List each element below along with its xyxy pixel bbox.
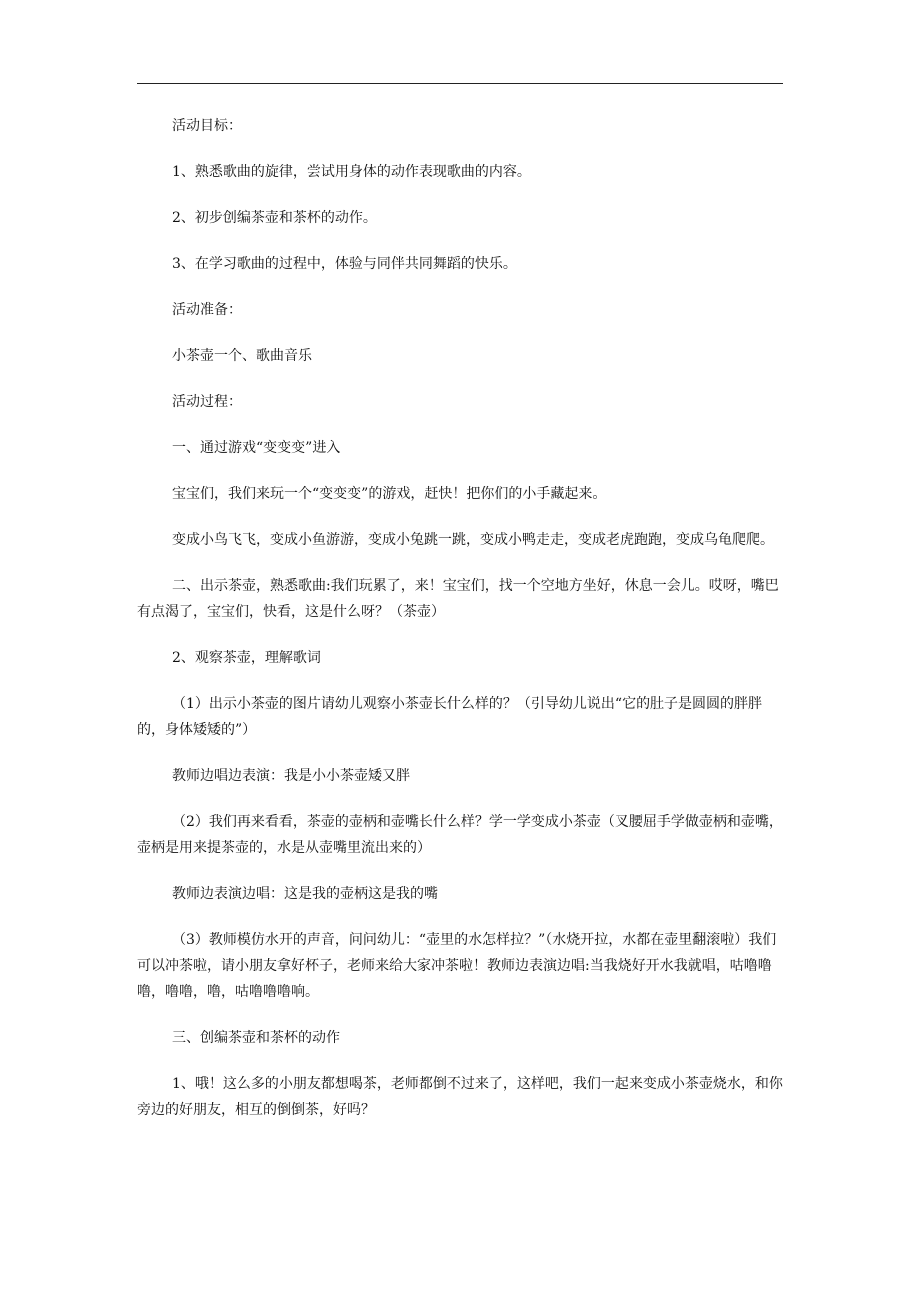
paragraph-process-heading: 活动过程： — [172, 394, 242, 410]
document-body — [137, 113, 783, 1143]
paragraph-goals-heading: 活动目标： — [172, 118, 242, 134]
paragraph-observe-teapot: 2、观察茶壶，理解歌词 — [172, 650, 321, 666]
paragraph-step-1: （1）出示小茶壶的图片请幼儿观察小茶壶长什么样的？（引导幼儿说出“它的肚子是圆圆的胖胖的，身体矮矮的”） — [137, 696, 763, 738]
paragraph-preparation-items: 小茶壶一个、歌曲音乐 — [172, 348, 312, 364]
paragraph-section-1-title: 一、通过游戏“变变变”进入 — [172, 440, 341, 456]
paragraph-section-3-title: 三、创编茶壶和茶杯的动作 — [172, 1030, 340, 1046]
paragraph-section-1-actions: 变成小鸟飞飞，变成小鱼游游，变成小兔跳一跳，变成小鸭走走，变成老虎跑跑，变成乌龟爬爬。 — [172, 532, 774, 548]
paragraph-teacher-sing-2: 教师边表演边唱：这是我的壶柄这是我的嘴 — [172, 886, 438, 902]
paragraph-section-2-title: 二、出示茶壶，熟悉歌曲:我们玩累了，来！宝宝们，找一个空地方坐好，休息一会儿。哎呀，嘴巴有点渴了，宝宝们，快看，这是什么呀？（茶壶） — [137, 578, 779, 620]
paragraph-section-1-intro: 宝宝们，我们来玩一个“变变变”的游戏，赶快！把你们的小手藏起来。 — [172, 486, 607, 502]
paragraph-step-3: （3）教师模仿水开的声音，问问幼儿：“壶里的水怎样拉？”（水烧开拉，水都在壶里翻滚啦）我们可以冲茶啦，请小朋友拿好杯子，老师来给大家冲茶啦！教师边表演边唱:当我烧好开水我就唱，咕噜噜噜，噜噜，噜，咕噜噜噜响。 — [137, 932, 777, 1000]
paragraph-goal-2: 2、初步创编茶壶和茶杯的动作。 — [172, 210, 377, 226]
paragraph-preparation-heading: 活动准备： — [172, 302, 242, 318]
paragraph-step-2: （2）我们再来看看，茶壶的壶柄和壶嘴长什么样？学一学变成小茶壶（叉腰屈手学做壶柄和壶嘴，壶柄是用来提茶壶的，水是从壶嘴里流出来的） — [137, 814, 783, 856]
header-rule — [137, 83, 783, 84]
paragraph-goal-3: 3、在学习歌曲的过程中，体验与同伴共同舞蹈的快乐。 — [172, 256, 517, 272]
paragraph-goal-1: 1、熟悉歌曲的旋律，尝试用身体的动作表现歌曲的内容。 — [172, 164, 531, 180]
paragraph-teacher-sing-1: 教师边唱边表演：我是小小茶壶矮又胖 — [172, 768, 410, 784]
paragraph-section-3-step-1: 1、哦！这么多的小朋友都想喝茶，老师都倒不过来了，这样吧，我们一起来变成小茶壶烧水，和你旁边的好朋友，相互的倒倒茶，好吗？ — [137, 1076, 783, 1118]
